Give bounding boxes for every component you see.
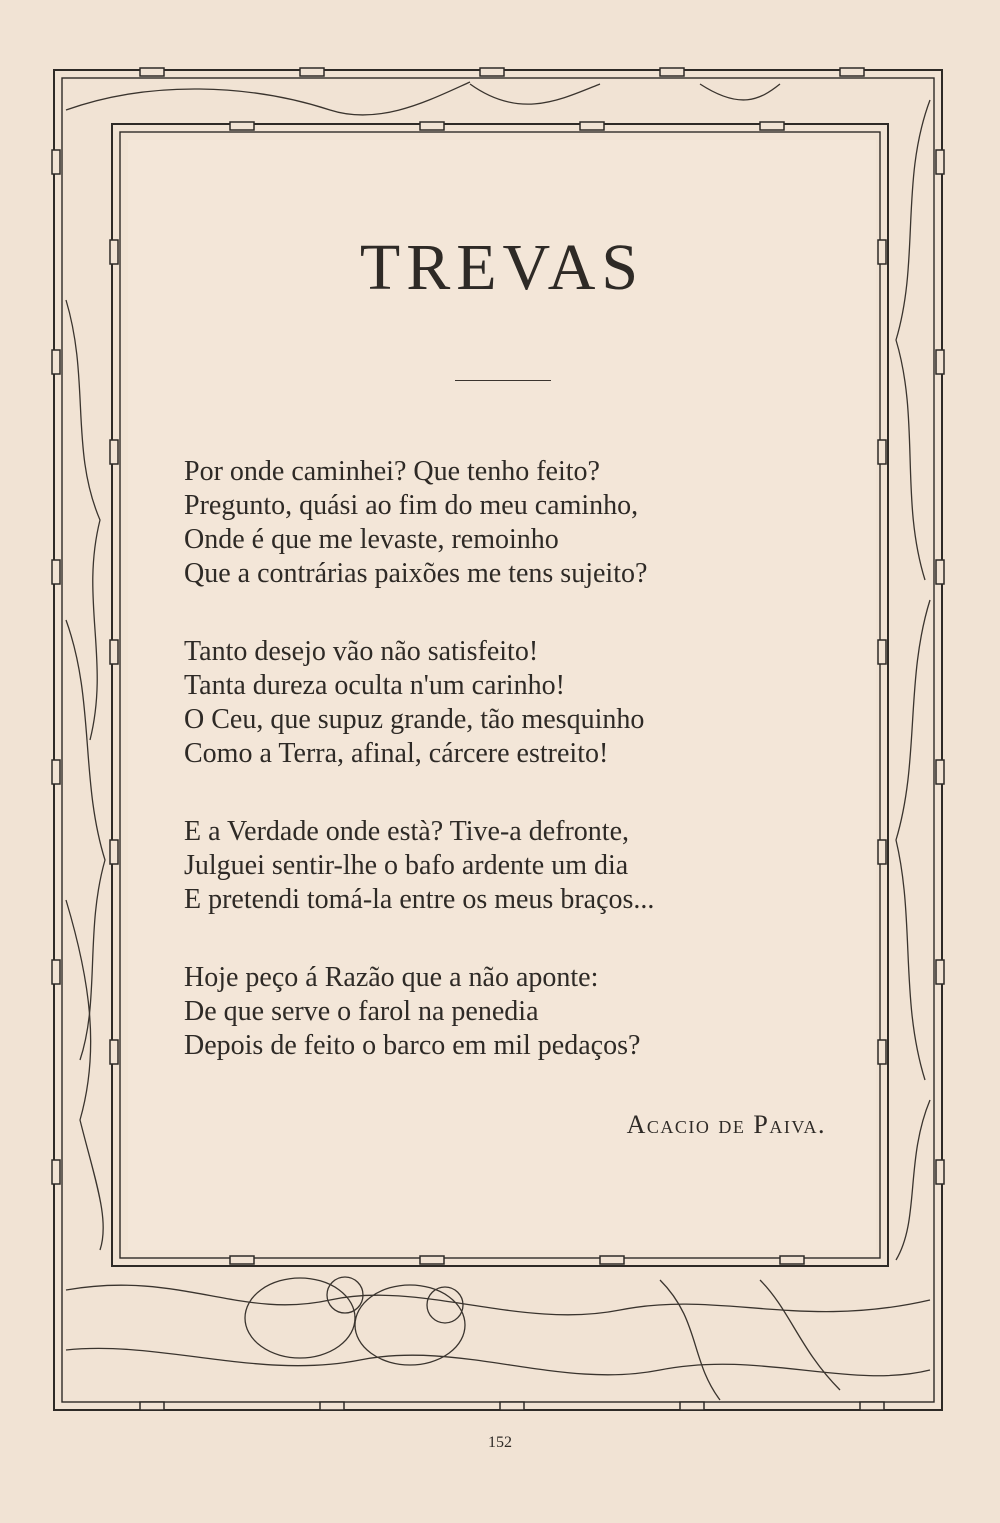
- stanza: [184, 815, 844, 917]
- verse-line: Pregunto, quási ao fim do meu caminho,: [184, 490, 639, 521]
- verse-line: O Ceu, que supuz grande, tão mesquinho: [184, 704, 645, 735]
- verse-line: Por onde caminhei? Que tenho feito?: [184, 456, 600, 487]
- verse-line: Como a Terra, afinal, cárcere estreito!: [184, 738, 609, 769]
- verse-line: Onde é que me levaste, remoinho: [184, 524, 559, 555]
- verse-line: Depois de feito o barco em mil pedaços?: [184, 1030, 641, 1061]
- stanza: [184, 455, 844, 591]
- stanza: [184, 635, 844, 771]
- verse-line: Tanta dureza oculta n'um carinho!: [184, 670, 565, 701]
- page-number: 152: [488, 1434, 512, 1451]
- poem-body: [184, 455, 844, 1107]
- stanza: [184, 961, 844, 1063]
- verse-line: De que serve o farol na penedia: [184, 996, 539, 1027]
- author-signature: Acacio de Paiva.: [626, 1110, 826, 1139]
- verse-line: E pretendi tomá-la entre os meus braços...: [184, 884, 655, 915]
- verse-line: E a Verdade onde està? Tive-a defronte,: [184, 816, 629, 847]
- verse-line: Hoje peço á Razão que a não aponte:: [184, 962, 599, 993]
- verse-line: Que a contrárias paixões me tens sujeito?: [184, 558, 648, 589]
- verse-line: Julguei sentir-lhe o bafo ardente um dia: [184, 850, 629, 881]
- verse-line: Tanto desejo vão não satisfeito!: [184, 636, 539, 667]
- poem-title: TREVAS: [359, 231, 645, 304]
- title-divider: [455, 380, 551, 381]
